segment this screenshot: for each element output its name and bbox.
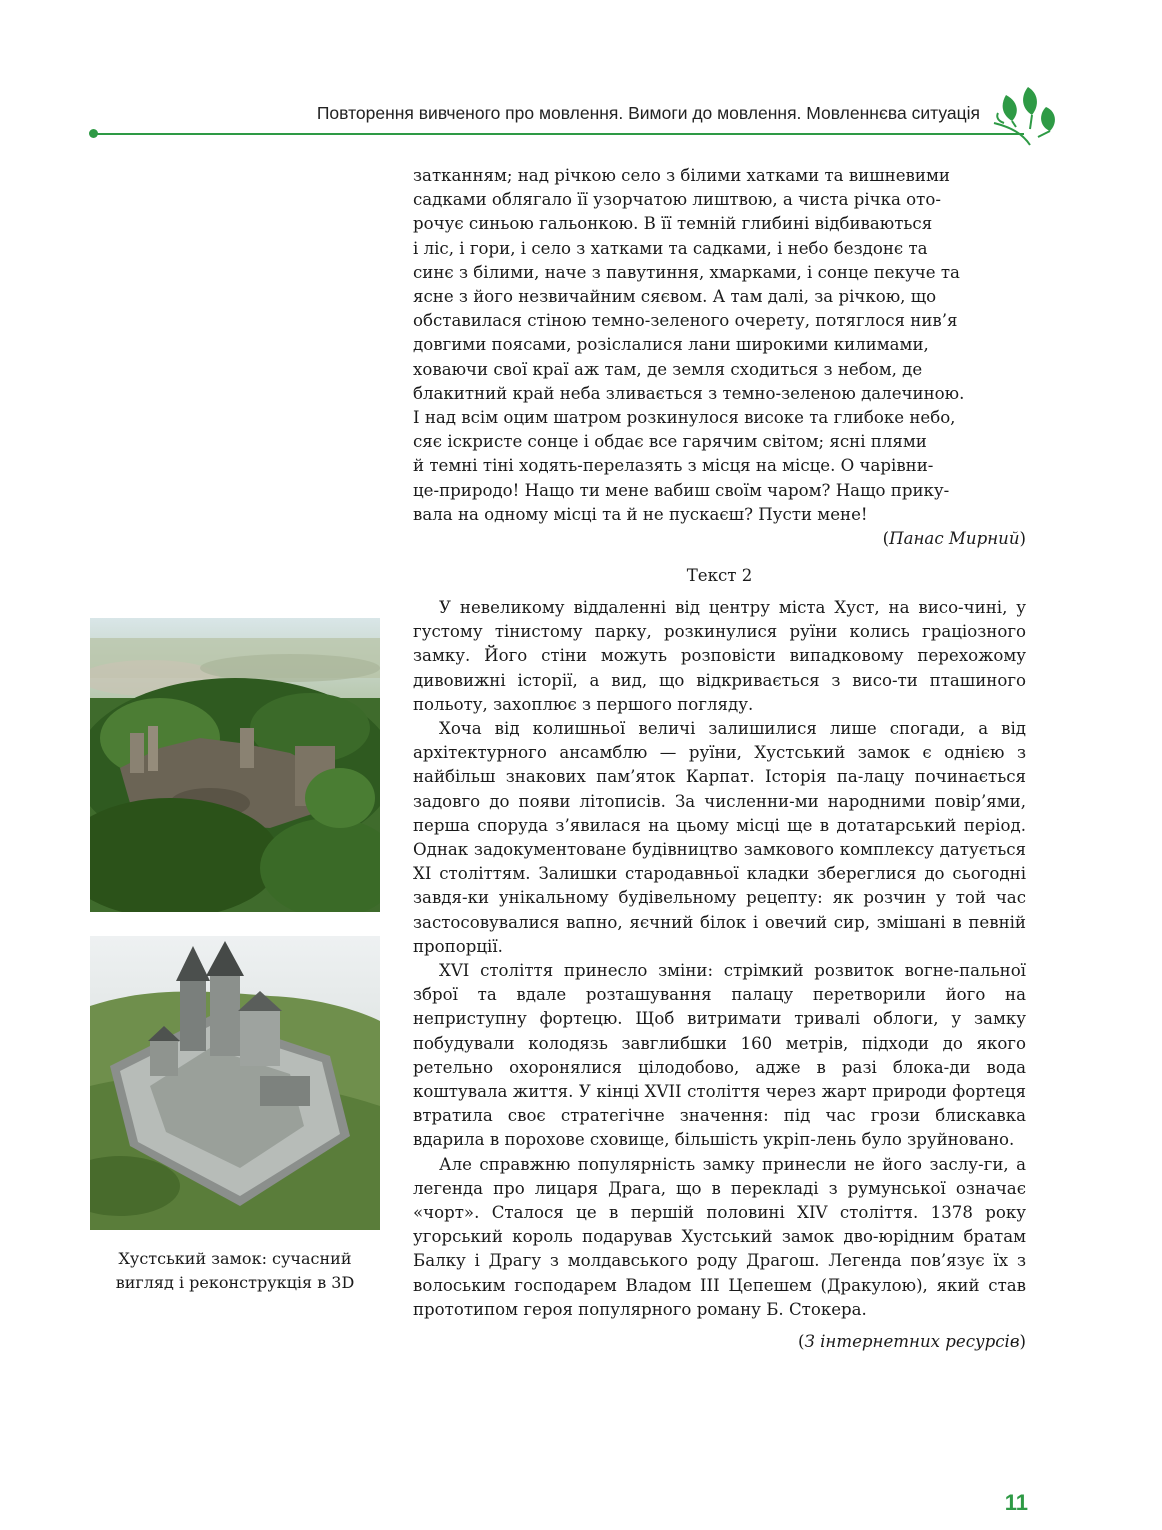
- text2-paragraph: XVI століття принесло зміни: стрімкий розвиток вогне-пальної зброї та вдале розташування палацу перетворили його на неприступну фортецю. Щоб витримати тривалі облоги, у замку побудували колодязь завглибшки 160 метрів, підходи до якого ретельно охоронялися цілодобово, адже в разі блока-ди вода коштувала життя. У кінці XVII століття через жарт природи фортеця втратила своє стратегічне значення: під час грози блискавка вдарила в порохове сховище, більшість укріп-лень було зруйновано.: [413, 961, 1026, 1150]
- text2-paragraph: Але справжню популярність замку принесли не його заслу-ги, а легенда про лицаря Драга, що в перекладі з румунської означає «чорт». Сталося це в першій половині XIV століття. 1378 року угорський король подарував Хустський замок дво-юрідним братам Балку і Драгу з молдавського роду Драгош. Легенда пов’язує їх з волоським господарем Владом III Цепешем (Дракулою), який став прототипом героя популярного роману Б. Стокера.: [413, 1154, 1026, 1319]
- text1-attribution: (Панас Мирний): [882, 529, 1026, 549]
- chapter-header-title: Повторення вивченого про мовлення. Вимоги до мовлення. Мовленнєва ситуація: [316, 103, 980, 123]
- page-number: 11: [1004, 1490, 1028, 1515]
- text1-line: це-природо! Нащо ти мене вабиш своїм чаром? Нащо прику-: [413, 480, 950, 500]
- text1-line: ясне з його незвичайним сяєвом. А там далі, за річкою, що: [413, 287, 937, 307]
- text1-line: рочує синьою гальонкою. В її темній глибині відбиваються: [413, 214, 933, 234]
- castle-ruins-photo: [90, 618, 380, 912]
- text2-source: З інтернетних ресурсів: [804, 1332, 1020, 1352]
- text1-line: І над всім оцим шатром розкинулося високе та глибоке небо,: [413, 408, 956, 428]
- text2-paragraph: У невеликому віддаленні від центру міста Хуст, на висо-чині, у густому тінистому парку, розкинулися руїни колись граціозного замку. Його стіни можуть розповісти випадковому перехожому дивовижні історії, а вид, що відкривається з висо-ти пташиного польоту, захоплює з першого погляду.: [413, 598, 1026, 714]
- text1-line: садками облягало її узорчатою лиштвою, а чиста річка ото-: [413, 190, 941, 210]
- text2-paragraph: Хоча від колишньої величі залишилися лише спогади, а від архітектурного ансамблю — руїни, Хустський замок є однією з найбільш знакових пам’яток Карпат. Історія па-лацу починається задовго до появи літописів. За численни-ми народними повір’ями, перша споруда з’явилася на цьому місці ще в дотатарський період. Однак задокументоване будівництво замкового комплексу датується XI століттям. Залишки стародавньої кладки збереглися до сьогодні завдя-ки унікальному будівельному рецепту: як розчин у той час застосовувалися вапно, яєчний білок і овечий сир, змішані в певній пропорції.: [413, 719, 1026, 956]
- text1-line: вала на одному місці та й не пускаєш? Пусти мене!: [413, 504, 868, 524]
- text1-line: затканням; над річкою село з білими хатками та вишневими: [413, 166, 950, 185]
- text1-body: [413, 164, 1026, 551]
- caption-line: вигляд і реконструкція в 3D: [115, 1273, 355, 1292]
- text1-line: синє з білими, наче з павутиння, хмарками, і сонце пекуче та: [413, 262, 960, 282]
- text1-line: й темні тіні ходять-перелазять з місця на місце. О чарівни-: [413, 456, 934, 476]
- figure-caption: [90, 1247, 380, 1295]
- text1-line: довгими поясами, розіслалися лани широкими килимами,: [413, 335, 929, 355]
- castle-3d-reconstruction-image: [90, 936, 380, 1230]
- caption-line: Хустський замок: сучасний: [118, 1249, 352, 1268]
- header-rule: [94, 133, 1024, 135]
- text1-line: сяє іскристе сонце і обдає все гарячим світом; ясні плями: [413, 432, 927, 452]
- text2-body: [413, 596, 1026, 1354]
- text1-line: блакитний край неба зливається з темно-зеленою далечиною.: [413, 383, 965, 403]
- text1-line: обставилася стіною темно-зеленого очерету, потяглося нив’я: [413, 311, 958, 331]
- leaf-ornament-icon: [990, 83, 1070, 147]
- text1-line: і ліс, і гори, і село з хатками та садками, і небо бездонє та: [413, 238, 928, 258]
- text1-line: ховаючи свої краї аж там, де земля сходиться з небом, де: [413, 359, 923, 379]
- text1-author: Панас Мирний: [889, 529, 1020, 549]
- text2-heading: Текст 2: [686, 566, 753, 585]
- text2-attribution: (З інтернетних ресурсів): [798, 1332, 1026, 1352]
